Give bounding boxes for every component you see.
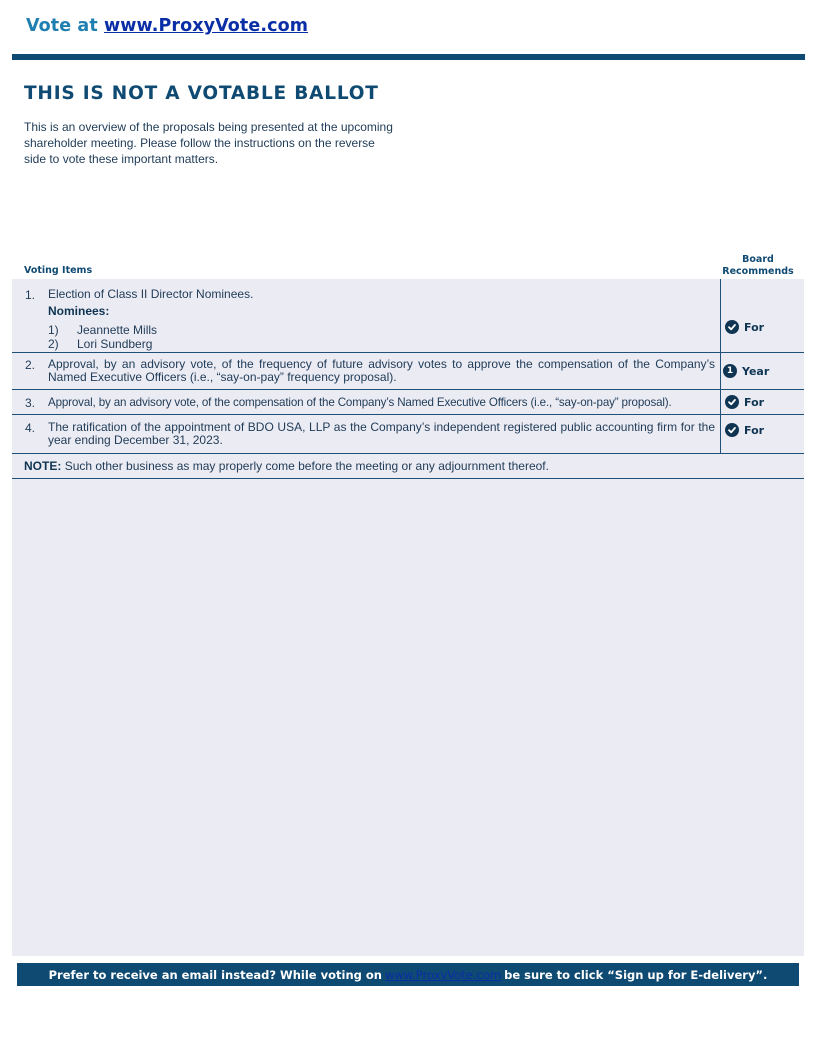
nominee-item: [48, 323, 157, 337]
recommend-divider: [720, 415, 721, 453]
edelivery-footer: [17, 963, 799, 986]
recommendation: [723, 364, 769, 378]
recommendation-value: For: [744, 320, 765, 334]
footer-prefix: Prefer to receive an email instead? While voting on: [48, 967, 382, 982]
voting-item-1: [12, 279, 804, 353]
nominee-name: Lori Sundberg: [77, 337, 153, 351]
nominee-item: [48, 337, 152, 351]
item-number: 2.: [25, 358, 36, 372]
item-number: 4.: [25, 421, 36, 435]
vote-header: [26, 16, 308, 36]
number-one-circle-icon: 1: [723, 364, 737, 378]
footer-proxyvote-link[interactable]: www.ProxyVote.com: [384, 967, 502, 982]
recommend-divider: [720, 353, 721, 389]
nominee-index: 1): [48, 323, 59, 337]
voting-item-4: [12, 415, 804, 454]
recommendation: [725, 320, 764, 334]
check-circle-icon: [725, 320, 739, 334]
vote-header-prefix: Vote at: [26, 16, 98, 36]
check-circle-icon: [725, 395, 739, 409]
intro-text: This is an overview of the proposals being presented at the upcoming shareholder meeting. Please follow the instructions on the reverse side to vote these important matters.: [24, 120, 393, 166]
recommendation-value: Year: [742, 364, 770, 378]
note-body: Such other business as may properly come before the meeting or any adjournment thereof.: [64, 459, 549, 473]
board-recommends-header: [717, 254, 799, 278]
recommendation: [725, 395, 764, 409]
note-text: [24, 459, 549, 473]
item-text: Election of Class II Director Nominees.: [48, 287, 254, 301]
recommendation: [725, 423, 764, 437]
recommendation-value: For: [744, 423, 765, 437]
nominee-name: Jeannette Mills: [77, 323, 158, 337]
item-number: 3.: [25, 396, 36, 410]
item-text: Approval, by an advisory vote, of the compensation of the Company’s Named Executive Officers (i.e., “say-on-pay” proposal).: [48, 396, 672, 409]
footer-suffix: be sure to click “Sign up for E-delivery”.: [504, 967, 768, 982]
note-label: NOTE:: [24, 459, 62, 473]
top-divider: [12, 54, 805, 60]
board-header-line1: Board: [742, 254, 774, 265]
proxyvote-link[interactable]: www.ProxyVote.com: [104, 16, 309, 36]
board-header-line2: Recommends: [722, 266, 794, 277]
voting-item-3: [12, 390, 804, 415]
voting-item-2: [12, 353, 804, 390]
nominees-label: Nominees:: [48, 304, 110, 318]
item-number: 1.: [25, 288, 36, 302]
recommend-divider: [720, 279, 721, 352]
item-text: The ratification of the appointment of BDO USA, LLP as the Company’s independent registered public accounting firm for the year ending December 31, 2023.: [48, 420, 715, 447]
nominee-index: 2): [48, 337, 59, 351]
page-title: THIS IS NOT A VOTABLE BALLOT: [24, 83, 379, 104]
voting-items-header: Voting Items: [24, 265, 93, 276]
item-text: Approval, by an advisory vote, of the frequency of future advisory votes to approve the compensation of the Company’s Named Executive Officers (i.e., “say-on-pay” frequency proposal).: [48, 357, 715, 384]
check-circle-icon: [725, 423, 739, 437]
recommend-divider: [720, 390, 721, 414]
recommendation-value: For: [744, 395, 765, 409]
